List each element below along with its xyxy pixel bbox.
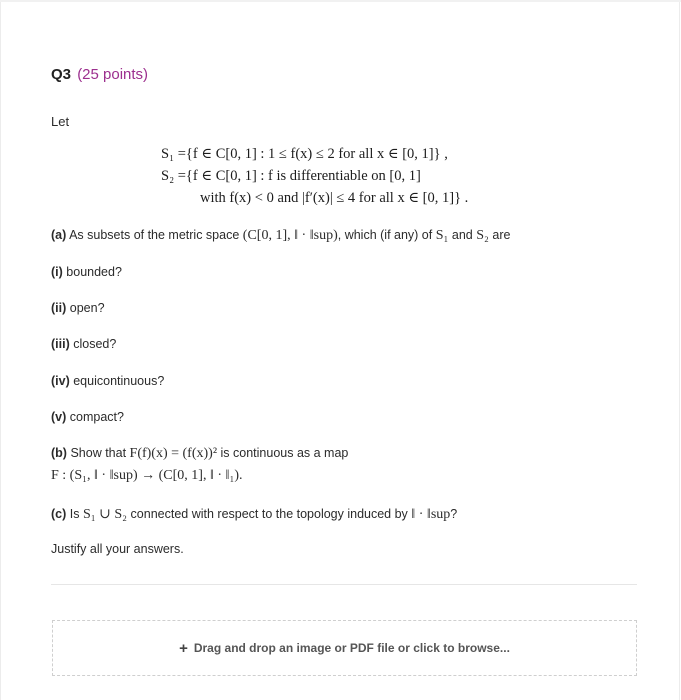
part-a-question [51, 228, 510, 244]
file-upload-dropzone[interactable] [52, 620, 637, 676]
part-b-map-line [51, 468, 243, 484]
part-a-are: are [492, 228, 511, 242]
subpart-label: (iii) [51, 337, 70, 351]
subpart-item [51, 301, 105, 315]
question-number: Q3 [51, 66, 72, 83]
subpart-item [51, 337, 116, 351]
part-c-text-after: connected with respect to the topology induced by [130, 507, 408, 521]
subpart-item [51, 265, 122, 279]
answer-divider [51, 584, 637, 585]
set-s1-definition: S₁ ={f ∈ C[0, 1] : 1 ≤ f(x) ≤ 2 for all x ∈ [0, 1]} , [161, 146, 448, 162]
subpart-text: equicontinuous? [73, 374, 165, 388]
subpart-text: open? [69, 301, 105, 315]
part-c-qmark: ? [450, 507, 458, 521]
sup-norm: ‖ · ‖sup [411, 507, 451, 522]
part-b-label: (b) [51, 446, 67, 460]
set-union: S₁ ∪ S₂ [82, 507, 128, 522]
part-c-text-before: Is [69, 507, 80, 521]
part-a-and: and [451, 228, 473, 242]
part-c-question [51, 506, 457, 523]
part-a-s2: S₂ [476, 228, 489, 243]
question-header [51, 66, 148, 83]
part-c-label: (c) [51, 507, 67, 521]
part-b-question [51, 446, 348, 462]
subpart-label: (v) [51, 410, 67, 424]
question-points: (25 points) [77, 66, 149, 83]
set-s2-definition: S₂ ={f ∈ C[0, 1] : f is differentiable on [0, 1] [161, 168, 421, 184]
subpart-item [51, 374, 164, 388]
plus-icon: + [179, 639, 188, 657]
part-b-formula: F(f)(x) = (f(x))² [129, 446, 218, 461]
top-divider [0, 0, 681, 2]
part-b-text-after: is continuous as a map [220, 446, 349, 460]
upload-label: Drag and drop an image or PDF file or click to browse... [193, 641, 510, 655]
intro-text: Let [51, 114, 70, 129]
part-a-s1: S₁ [435, 228, 449, 243]
part-b-text-before: Show that [70, 446, 127, 460]
part-a-text-after: , which (if any) of [337, 228, 433, 242]
part-a-text-before: As subsets of the metric space [69, 228, 240, 242]
subpart-item [51, 410, 124, 424]
subpart-label: (iv) [51, 374, 70, 388]
subpart-label: (ii) [51, 301, 67, 315]
subpart-text: closed? [73, 337, 117, 351]
subpart-text: compact? [69, 410, 124, 424]
justify-instruction: Justify all your answers. [51, 542, 184, 556]
set-s2-condition: with f(x) < 0 and |f′(x)| ≤ 4 for all x ∈ [0, 1]} . [200, 190, 469, 206]
subpart-text: bounded? [66, 265, 122, 279]
part-b-map: F : (S₁, ‖ · ‖sup) → (C[0, 1], ‖ · ‖₁). [51, 468, 243, 483]
subpart-label: (i) [51, 265, 63, 279]
part-a-label: (a) [51, 228, 67, 242]
metric-space: (C[0, 1], ‖ · ‖sup) [242, 228, 338, 243]
